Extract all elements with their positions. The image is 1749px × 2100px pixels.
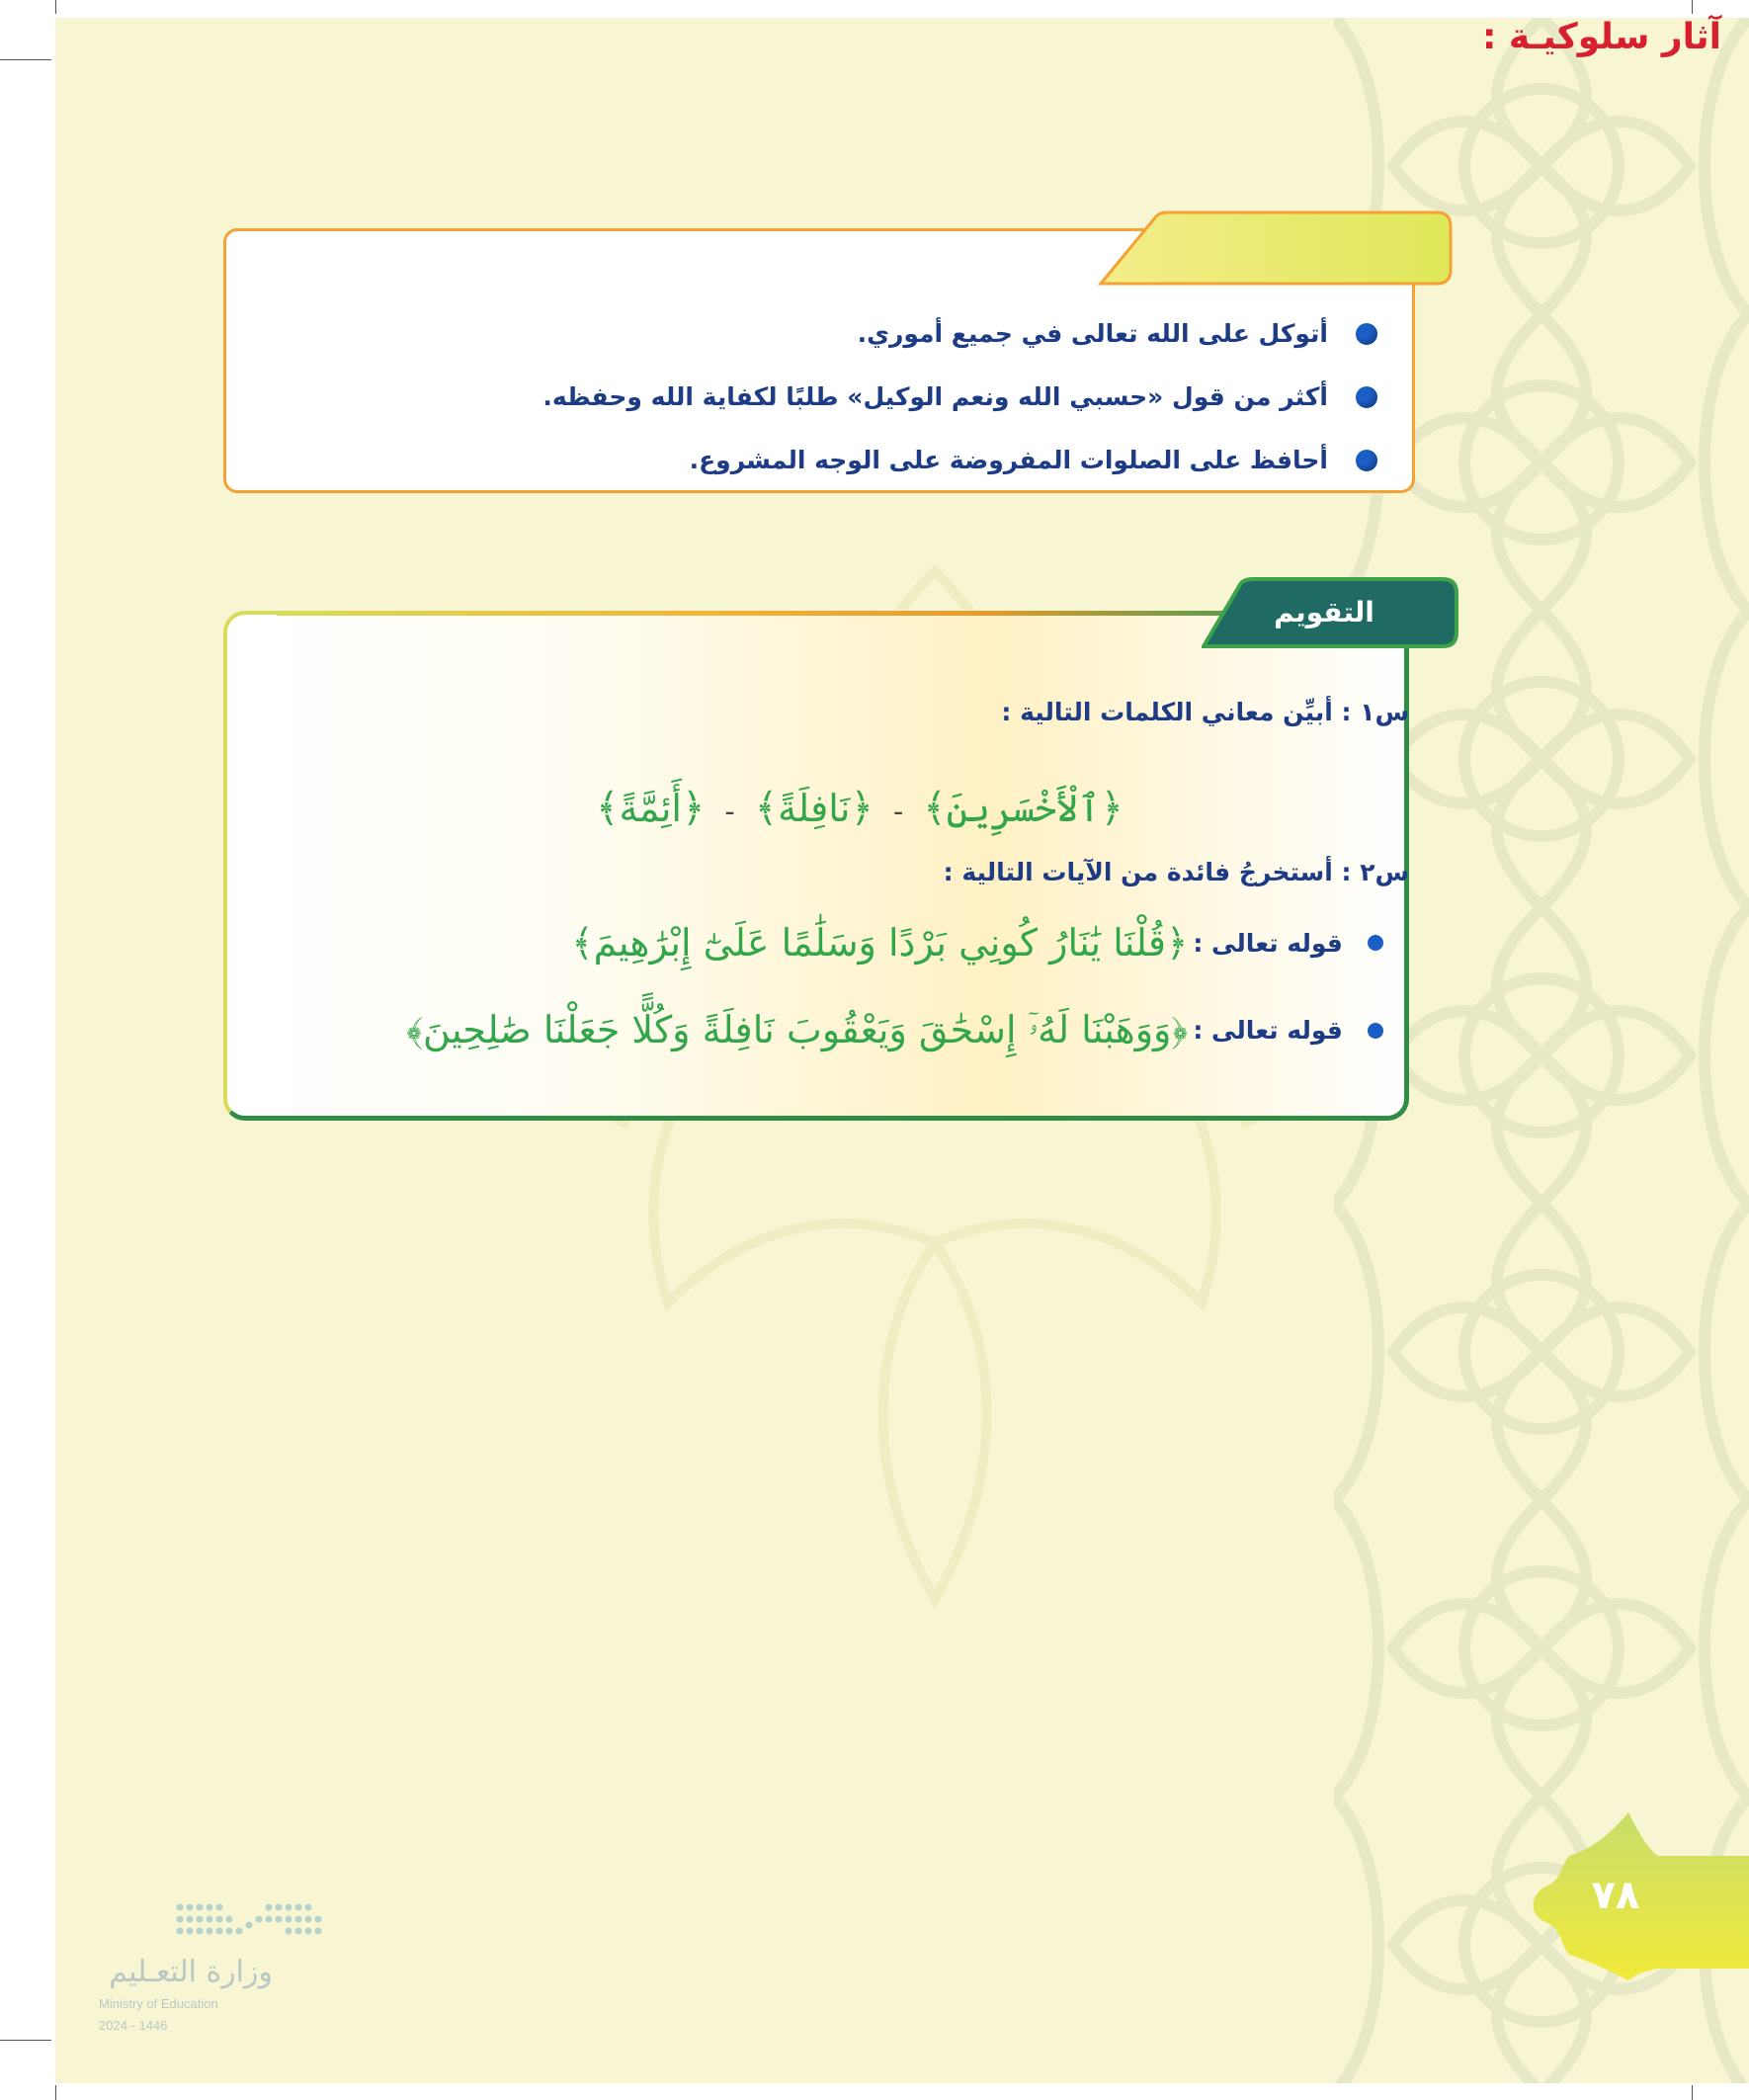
list-item <box>277 302 1383 366</box>
bullet-icon <box>1368 935 1383 951</box>
behavioural-effects-tab <box>1097 210 1453 286</box>
quran-bracket-open: ﴿ <box>1100 786 1124 831</box>
verse-item <box>571 921 1383 990</box>
word-separator: - <box>724 795 735 829</box>
words-to-define <box>553 773 1166 844</box>
crop-mark <box>0 2040 51 2041</box>
quran-bracket-open: ﴿ <box>681 786 706 831</box>
ministry-year: 2024 - 1446 <box>99 2018 168 2033</box>
assessment-top-rule <box>277 611 1225 616</box>
list-item <box>277 429 1383 492</box>
ministry-name-arabic: وزارة التعـليم <box>109 1955 273 1989</box>
question-1: س١ : أبيِّن معاني الكلمات التالية : <box>1001 698 1409 726</box>
list-item <box>277 366 1383 429</box>
verse-text: ﴿قُلْنَا يَٰنَارُ كُونِي بَرْدًا وَسَلَٰمًا عَلَىٰٓ إِبْرَٰهِيمَ﴾ <box>571 921 1189 965</box>
assessment-title: التقويم <box>1274 596 1374 629</box>
list-item-text: أتوكل على الله تعالى في جميع أموري. <box>857 319 1328 348</box>
list-item-text: أكثر من قول «حسبي الله ونعم الوكيل» طلبًا لكفاية الله وحفظه. <box>542 382 1328 411</box>
quran-bracket-close: ﴾ <box>923 786 947 831</box>
verse-item <box>406 1008 1383 1077</box>
ministry-name-english: Ministry of Education <box>99 1996 218 2011</box>
crop-mark <box>0 59 51 60</box>
quran-word: نَافِلَةً <box>778 787 851 830</box>
bullet-icon <box>1356 386 1377 408</box>
bullet-icon <box>1356 323 1377 345</box>
list-item-text: أحافظ على الصلوات المفروضة على الوجه المشروع. <box>689 446 1328 474</box>
quran-bracket-close: ﴾ <box>596 786 620 831</box>
verse-label: قوله تعالى : <box>1193 928 1343 958</box>
question-2: س٢ : أستخرجُ فائدة من الآيات التالية : <box>943 858 1409 886</box>
quran-word: ٱلْأَخْسَرِينَ <box>946 787 1101 830</box>
word-separator: - <box>892 795 904 829</box>
crop-mark <box>1692 2085 1693 2100</box>
verse-text: ﴿وَوَهَبْنَا لَهُۥٓ إِسْحَٰقَ وَيَعْقُوبَ نَافِلَةً وَكُلًّا جَعَلْنَا صَٰلِحِينَ﴾ <box>406 1008 1189 1051</box>
crop-mark <box>55 0 56 14</box>
ministry-logo-icon <box>174 1897 322 1943</box>
behavioural-effects-title: آثار سلوكيـة : <box>1482 17 1721 57</box>
bullet-icon <box>1368 1023 1383 1039</box>
behavioural-effects-list <box>277 302 1383 492</box>
verse-label: قوله تعالى : <box>1193 1016 1343 1045</box>
page-number: ٧٨ <box>1591 1873 1640 1918</box>
quran-bracket-close: ﴾ <box>754 786 779 831</box>
quran-bracket-open: ﴿ <box>850 786 874 831</box>
crop-mark <box>55 2085 56 2100</box>
quran-word: أَئِمَّةً <box>619 787 682 830</box>
bullet-icon <box>1356 450 1377 471</box>
